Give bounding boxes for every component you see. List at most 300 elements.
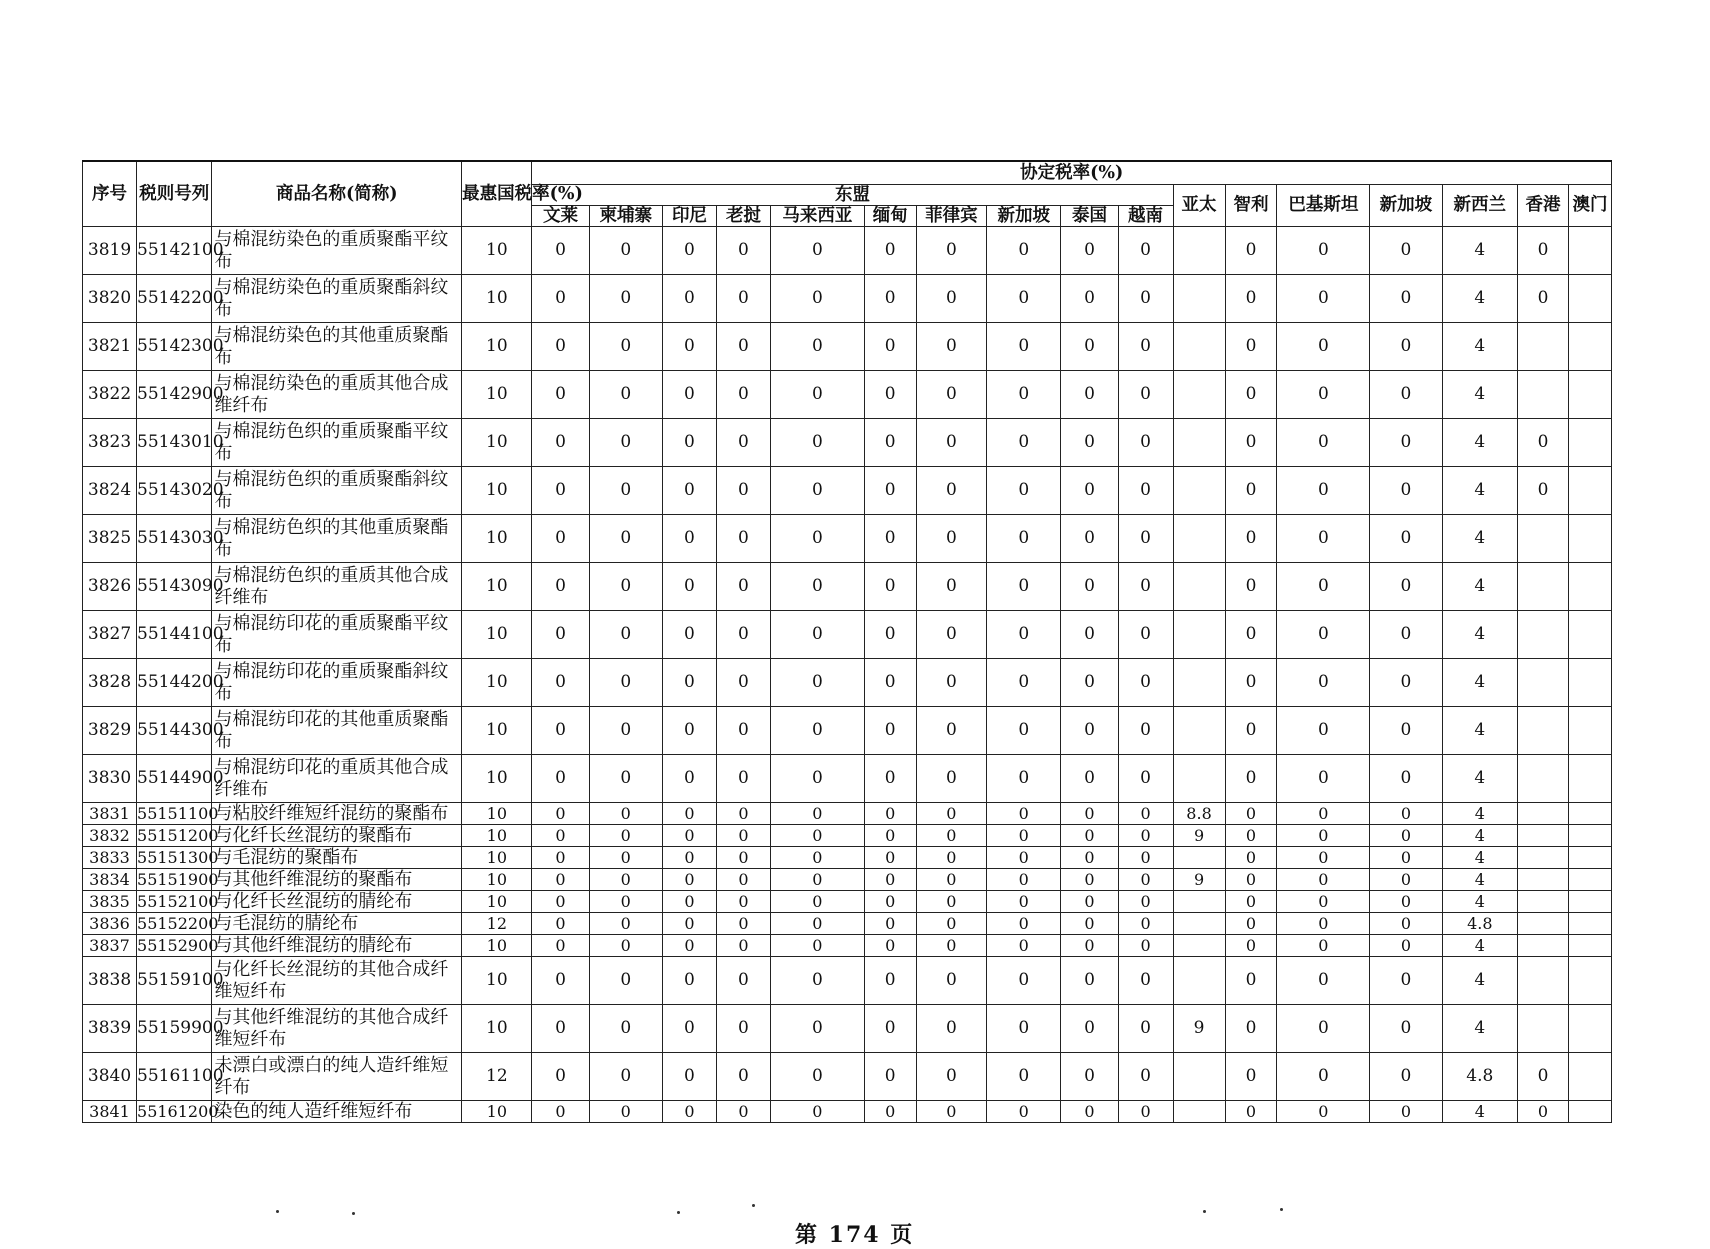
table-row [83,1005,1612,1053]
cell-asean-rate: 0 [916,659,986,707]
cell-seq: 3839 [83,1005,137,1053]
cell-asean-rate: 0 [589,935,662,957]
cell-asean-rate: 0 [716,825,770,847]
cell-asean-rate: 0 [987,467,1061,515]
cell-asean-rate: 0 [716,611,770,659]
cell-asean-rate: 0 [589,515,662,563]
cell-other-rate: 0 [1277,957,1370,1005]
cell-asean-rate: 0 [1061,323,1118,371]
cell-asean-rate: 0 [916,1005,986,1053]
cell-other-rate: 0 [1370,323,1442,371]
cell-other-rate: 0 [1225,825,1277,847]
cell-asean-rate: 0 [770,935,864,957]
cell-mfn: 10 [462,563,532,611]
cell-other-rate [1568,891,1611,913]
cell-mfn: 10 [462,1101,532,1123]
cell-asean-rate: 0 [532,323,589,371]
cell-other-rate [1173,323,1225,371]
col-header-other: 香港 [1518,185,1569,227]
cell-other-rate: 0 [1225,419,1277,467]
cell-asean-rate: 0 [1061,515,1118,563]
cell-asean-rate: 0 [916,1053,986,1101]
cell-code: 55151300 [137,848,219,867]
cell-name: 与棉混纺印花的重质其他合成纤维布 [212,755,462,803]
cell-other-rate: 0 [1370,913,1442,935]
cell-asean-rate: 0 [716,847,770,869]
cell-name: 与棉混纺染色的重质聚酯平纹布 [212,227,462,275]
cell-asean-rate: 0 [864,1005,916,1053]
cell-asean-rate: 0 [662,659,716,707]
cell-asean-rate: 0 [1061,891,1118,913]
cell-asean-rate: 0 [1118,371,1173,419]
cell-asean-rate: 0 [770,825,864,847]
cell-asean-rate: 0 [770,1053,864,1101]
cell-asean-rate: 0 [1061,825,1118,847]
cell-asean-rate: 0 [770,957,864,1005]
cell-other-rate: 0 [1518,1101,1569,1123]
cell-asean-rate: 0 [662,323,716,371]
cell-other-rate [1518,869,1569,891]
cell-name: 与化纤长丝混纺的其他合成纤维短纤布 [212,957,462,1005]
cell-asean-rate: 0 [1118,419,1173,467]
cell-other-rate [1173,227,1225,275]
cell-name: 与棉混纺染色的重质其他合成维纤布 [212,371,462,419]
cell-other-rate: 0 [1370,371,1442,419]
col-header-asean: 东盟 [532,185,1173,206]
cell-asean-rate: 0 [916,563,986,611]
cell-other-rate [1173,707,1225,755]
cell-other-rate: 4 [1442,515,1517,563]
scan-speck [1280,1208,1283,1211]
cell-asean-rate: 0 [716,563,770,611]
cell-other-rate: 4 [1442,935,1517,957]
cell-other-rate [1518,957,1569,1005]
cell-asean-rate: 0 [532,755,589,803]
cell-asean-rate: 0 [864,419,916,467]
cell-other-rate: 0 [1225,227,1277,275]
cell-mfn: 10 [462,611,532,659]
cell-other-rate: 0 [1277,515,1370,563]
cell-asean-rate: 0 [589,275,662,323]
cell-asean-rate: 0 [864,957,916,1005]
cell-asean-rate: 0 [589,869,662,891]
cell-other-rate: 4 [1442,1005,1517,1053]
cell-asean-rate: 0 [987,323,1061,371]
cell-other-rate: 0 [1370,1101,1442,1123]
cell-other-rate [1173,847,1225,869]
cell-seq: 3824 [83,467,137,515]
cell-asean-rate: 0 [1061,659,1118,707]
cell-other-rate [1568,935,1611,957]
cell-code: 55142300 [137,323,212,371]
col-header-other: 巴基斯坦 [1277,185,1370,227]
cell-other-rate: 0 [1225,847,1277,869]
cell-other-rate [1568,825,1611,847]
cell-asean-rate: 0 [1061,611,1118,659]
cell-asean-rate: 0 [716,1053,770,1101]
cell-asean-rate: 0 [770,515,864,563]
col-header-seq: 序号 [83,161,137,227]
cell-asean-rate: 0 [716,275,770,323]
cell-name: 与粘胶纤维短纤混纺的聚酯布 [212,803,462,825]
cell-asean-rate: 0 [916,419,986,467]
scan-speck [352,1212,355,1215]
cell-other-rate [1568,659,1611,707]
cell-seq: 3826 [83,563,137,611]
cell-other-rate [1568,323,1611,371]
table-row [83,935,1612,957]
table-row [83,755,1612,803]
cell-asean-rate: 0 [532,1053,589,1101]
cell-asean-rate: 0 [987,957,1061,1005]
table-row [83,891,1612,913]
cell-other-rate: 0 [1225,515,1277,563]
col-header-asean-member: 越南 [1118,206,1173,227]
cell-asean-rate: 0 [864,467,916,515]
cell-other-rate [1568,1053,1611,1101]
cell-asean-rate: 0 [1118,913,1173,935]
cell-seq: 3825 [83,515,137,563]
table-row [83,563,1612,611]
cell-asean-rate: 0 [532,825,589,847]
cell-asean-rate: 0 [716,935,770,957]
cell-asean-rate: 0 [770,659,864,707]
cell-asean-rate: 0 [1061,869,1118,891]
cell-asean-rate: 0 [770,869,864,891]
table-row [83,957,1612,1005]
cell-other-rate [1568,847,1611,869]
cell-other-rate: 4 [1442,467,1517,515]
cell-code: 55144200 [137,659,212,707]
cell-asean-rate: 0 [662,1053,716,1101]
cell-other-rate [1518,323,1569,371]
cell-other-rate: 0 [1277,869,1370,891]
table-row [83,913,1612,935]
cell-mfn: 10 [462,707,532,755]
cell-other-rate [1173,515,1225,563]
cell-name: 与棉混纺色织的其他重质聚酯布 [212,515,462,563]
cell-code: 55159100 [137,957,212,1005]
cell-asean-rate: 0 [770,707,864,755]
cell-other-rate: 0 [1277,847,1370,869]
cell-name: 与毛混纺的腈纶布 [212,913,462,935]
cell-other-rate: 0 [1225,913,1277,935]
col-header-asean-member: 文莱 [532,206,589,227]
cell-other-rate: 4 [1442,957,1517,1005]
col-header-other: 新西兰 [1442,185,1517,227]
cell-asean-rate: 0 [916,957,986,1005]
cell-asean-rate: 0 [589,419,662,467]
cell-seq: 3841 [83,1101,137,1123]
cell-mfn: 12 [462,1053,532,1101]
scan-speck [1203,1210,1206,1213]
cell-mfn: 10 [462,1005,532,1053]
col-header-asean-member: 新加坡 [987,206,1061,227]
cell-other-rate: 0 [1225,1053,1277,1101]
cell-other-rate [1518,847,1569,869]
cell-mfn: 10 [462,659,532,707]
page-footer [0,1196,1710,1248]
col-header-code: 税则号列 [137,161,212,227]
cell-code: 55144100 [137,611,212,659]
cell-other-rate: 0 [1277,275,1370,323]
cell-asean-rate: 0 [532,275,589,323]
cell-asean-rate: 0 [770,563,864,611]
cell-asean-rate: 0 [770,467,864,515]
cell-asean-rate: 0 [987,891,1061,913]
cell-asean-rate: 0 [1118,467,1173,515]
cell-seq: 3819 [83,227,137,275]
cell-seq: 3830 [83,755,137,803]
cell-other-rate: 0 [1225,275,1277,323]
col-header-other: 亚太 [1173,185,1225,227]
cell-asean-rate: 0 [770,419,864,467]
cell-asean-rate: 0 [589,755,662,803]
cell-asean-rate: 0 [1061,275,1118,323]
cell-asean-rate: 0 [716,1005,770,1053]
cell-asean-rate: 0 [1118,1053,1173,1101]
cell-asean-rate: 0 [662,847,716,869]
cell-name: 与棉混纺印花的重质聚酯斜纹布 [212,659,462,707]
cell-asean-rate: 0 [987,1005,1061,1053]
cell-asean-rate: 0 [589,957,662,1005]
cell-asean-rate: 0 [716,515,770,563]
cell-asean-rate: 0 [1061,1101,1118,1123]
cell-asean-rate: 0 [864,563,916,611]
cell-asean-rate: 0 [662,611,716,659]
cell-asean-rate: 0 [662,467,716,515]
col-header-other: 澳门 [1568,185,1611,227]
cell-asean-rate: 0 [916,825,986,847]
cell-other-rate [1173,611,1225,659]
cell-asean-rate: 0 [589,563,662,611]
cell-asean-rate: 0 [1061,913,1118,935]
cell-other-rate [1173,935,1225,957]
cell-asean-rate: 0 [864,323,916,371]
cell-asean-rate: 0 [864,275,916,323]
cell-asean-rate: 0 [1118,1005,1173,1053]
cell-other-rate: 0 [1370,467,1442,515]
cell-other-rate: 0 [1277,371,1370,419]
cell-seq: 3823 [83,419,137,467]
cell-other-rate [1568,227,1611,275]
cell-code: 55142200 [137,275,212,323]
cell-other-rate: 4 [1442,371,1517,419]
cell-asean-rate: 0 [589,1101,662,1123]
cell-mfn: 10 [462,323,532,371]
cell-other-rate: 4 [1442,825,1517,847]
cell-asean-rate: 0 [716,323,770,371]
cell-other-rate: 0 [1225,467,1277,515]
cell-other-rate: 4 [1442,869,1517,891]
cell-asean-rate: 0 [770,755,864,803]
cell-other-rate [1568,869,1611,891]
cell-asean-rate: 0 [987,913,1061,935]
cell-other-rate: 0 [1225,1101,1277,1123]
cell-asean-rate: 0 [916,707,986,755]
cell-other-rate: 0 [1225,803,1277,825]
cell-other-rate [1173,371,1225,419]
cell-asean-rate: 0 [716,755,770,803]
cell-asean-rate: 0 [770,275,864,323]
cell-asean-rate: 0 [1118,659,1173,707]
col-header-asean-member: 柬埔寨 [589,206,662,227]
cell-other-rate: 4 [1442,563,1517,611]
cell-other-rate [1518,371,1569,419]
cell-mfn: 10 [462,227,532,275]
cell-asean-rate: 0 [864,707,916,755]
cell-mfn: 10 [462,467,532,515]
cell-asean-rate: 0 [662,563,716,611]
cell-asean-rate: 0 [916,371,986,419]
cell-other-rate: 0 [1225,891,1277,913]
cell-code: 55161200 [137,1102,219,1121]
cell-code: 55159900 [137,1005,212,1053]
cell-other-rate: 4 [1442,755,1517,803]
cell-asean-rate: 0 [662,913,716,935]
cell-asean-rate: 0 [1118,957,1173,1005]
cell-mfn: 12 [462,913,532,935]
cell-asean-rate: 0 [1061,419,1118,467]
cell-asean-rate: 0 [716,419,770,467]
cell-other-rate: 0 [1277,913,1370,935]
cell-asean-rate: 0 [916,803,986,825]
cell-asean-rate: 0 [1118,275,1173,323]
cell-other-rate: 0 [1225,563,1277,611]
cell-asean-rate: 0 [916,611,986,659]
cell-name: 与其他纤维混纺的其他合成纤维短纤布 [212,1005,462,1053]
cell-code: 55152900 [137,936,219,955]
cell-asean-rate: 0 [770,891,864,913]
cell-other-rate [1173,1053,1225,1101]
cell-asean-rate: 0 [1118,755,1173,803]
table-row [83,227,1612,275]
cell-asean-rate: 0 [864,515,916,563]
cell-asean-rate: 0 [716,891,770,913]
cell-asean-rate: 0 [532,659,589,707]
cell-other-rate: 0 [1225,869,1277,891]
cell-other-rate: 4 [1442,275,1517,323]
cell-other-rate: 4 [1442,227,1517,275]
cell-other-rate [1518,891,1569,913]
cell-asean-rate: 0 [987,1053,1061,1101]
cell-asean-rate: 0 [662,825,716,847]
cell-asean-rate: 0 [1118,935,1173,957]
table-row [83,707,1612,755]
cell-mfn: 10 [462,869,532,891]
cell-code: 55143020 [137,467,212,515]
table-row [83,1053,1612,1101]
table-row [83,659,1612,707]
table-row [83,803,1612,825]
cell-other-rate [1568,1005,1611,1053]
cell-asean-rate: 0 [1118,323,1173,371]
cell-asean-rate: 0 [864,891,916,913]
cell-mfn: 10 [462,275,532,323]
cell-code: 55143010 [137,419,212,467]
cell-other-rate [1518,611,1569,659]
cell-asean-rate: 0 [770,803,864,825]
cell-other-rate: 0 [1370,935,1442,957]
col-header-asean-member: 缅甸 [864,206,916,227]
cell-asean-rate: 0 [662,1101,716,1123]
table-row [83,323,1612,371]
cell-other-rate: 0 [1277,755,1370,803]
cell-asean-rate: 0 [770,227,864,275]
cell-asean-rate: 0 [589,707,662,755]
cell-asean-rate: 0 [916,1101,986,1123]
cell-mfn: 10 [462,371,532,419]
cell-asean-rate: 0 [1061,227,1118,275]
cell-asean-rate: 0 [864,227,916,275]
cell-other-rate: 0 [1518,1053,1569,1101]
table-row [83,825,1612,847]
cell-asean-rate: 0 [716,869,770,891]
cell-asean-rate: 0 [716,957,770,1005]
cell-asean-rate: 0 [589,891,662,913]
col-header-mfn: 最惠国税率(%) [462,161,532,227]
cell-asean-rate: 0 [532,891,589,913]
cell-asean-rate: 0 [532,371,589,419]
table-row [83,611,1612,659]
cell-asean-rate: 0 [987,869,1061,891]
cell-other-rate [1568,957,1611,1005]
cell-other-rate: 0 [1277,1053,1370,1101]
cell-asean-rate: 0 [532,803,589,825]
cell-seq: 3838 [83,957,137,1005]
cell-asean-rate: 0 [589,825,662,847]
cell-other-rate: 0 [1370,755,1442,803]
cell-other-rate [1173,419,1225,467]
cell-asean-rate: 0 [662,707,716,755]
cell-asean-rate: 0 [532,467,589,515]
cell-name: 与棉混纺色织的重质聚酯平纹布 [212,419,462,467]
tariff-sheet [82,160,1612,1123]
cell-asean-rate: 0 [864,1053,916,1101]
cell-name: 未漂白或漂白的纯人造纤维短纤布 [212,1053,462,1101]
cell-other-rate: 0 [1370,1053,1442,1101]
cell-asean-rate: 0 [916,323,986,371]
cell-asean-rate: 0 [864,803,916,825]
cell-other-rate: 0 [1225,957,1277,1005]
cell-asean-rate: 0 [864,935,916,957]
cell-other-rate [1568,803,1611,825]
cell-code: 55151200 [137,826,219,845]
cell-asean-rate: 0 [1118,891,1173,913]
cell-other-rate [1173,467,1225,515]
cell-other-rate: 0 [1277,707,1370,755]
cell-name: 与化纤长丝混纺的聚酯布 [212,825,462,847]
cell-asean-rate: 0 [916,515,986,563]
cell-other-rate: 0 [1277,825,1370,847]
cell-other-rate [1518,1005,1569,1053]
cell-name: 与棉混纺印花的重质聚酯平纹布 [212,611,462,659]
cell-asean-rate: 0 [916,847,986,869]
cell-asean-rate: 0 [716,227,770,275]
cell-asean-rate: 0 [1118,515,1173,563]
cell-other-rate: 0 [1277,803,1370,825]
cell-other-rate [1173,659,1225,707]
cell-other-rate: 0 [1277,467,1370,515]
cell-mfn: 10 [462,957,532,1005]
cell-asean-rate: 0 [589,323,662,371]
cell-other-rate: 0 [1277,611,1370,659]
cell-asean-rate: 0 [1061,467,1118,515]
cell-asean-rate: 0 [662,891,716,913]
cell-other-rate: 0 [1370,825,1442,847]
col-header-name: 商品名称(简称) [212,161,462,227]
cell-code: 55142100 [137,227,212,275]
